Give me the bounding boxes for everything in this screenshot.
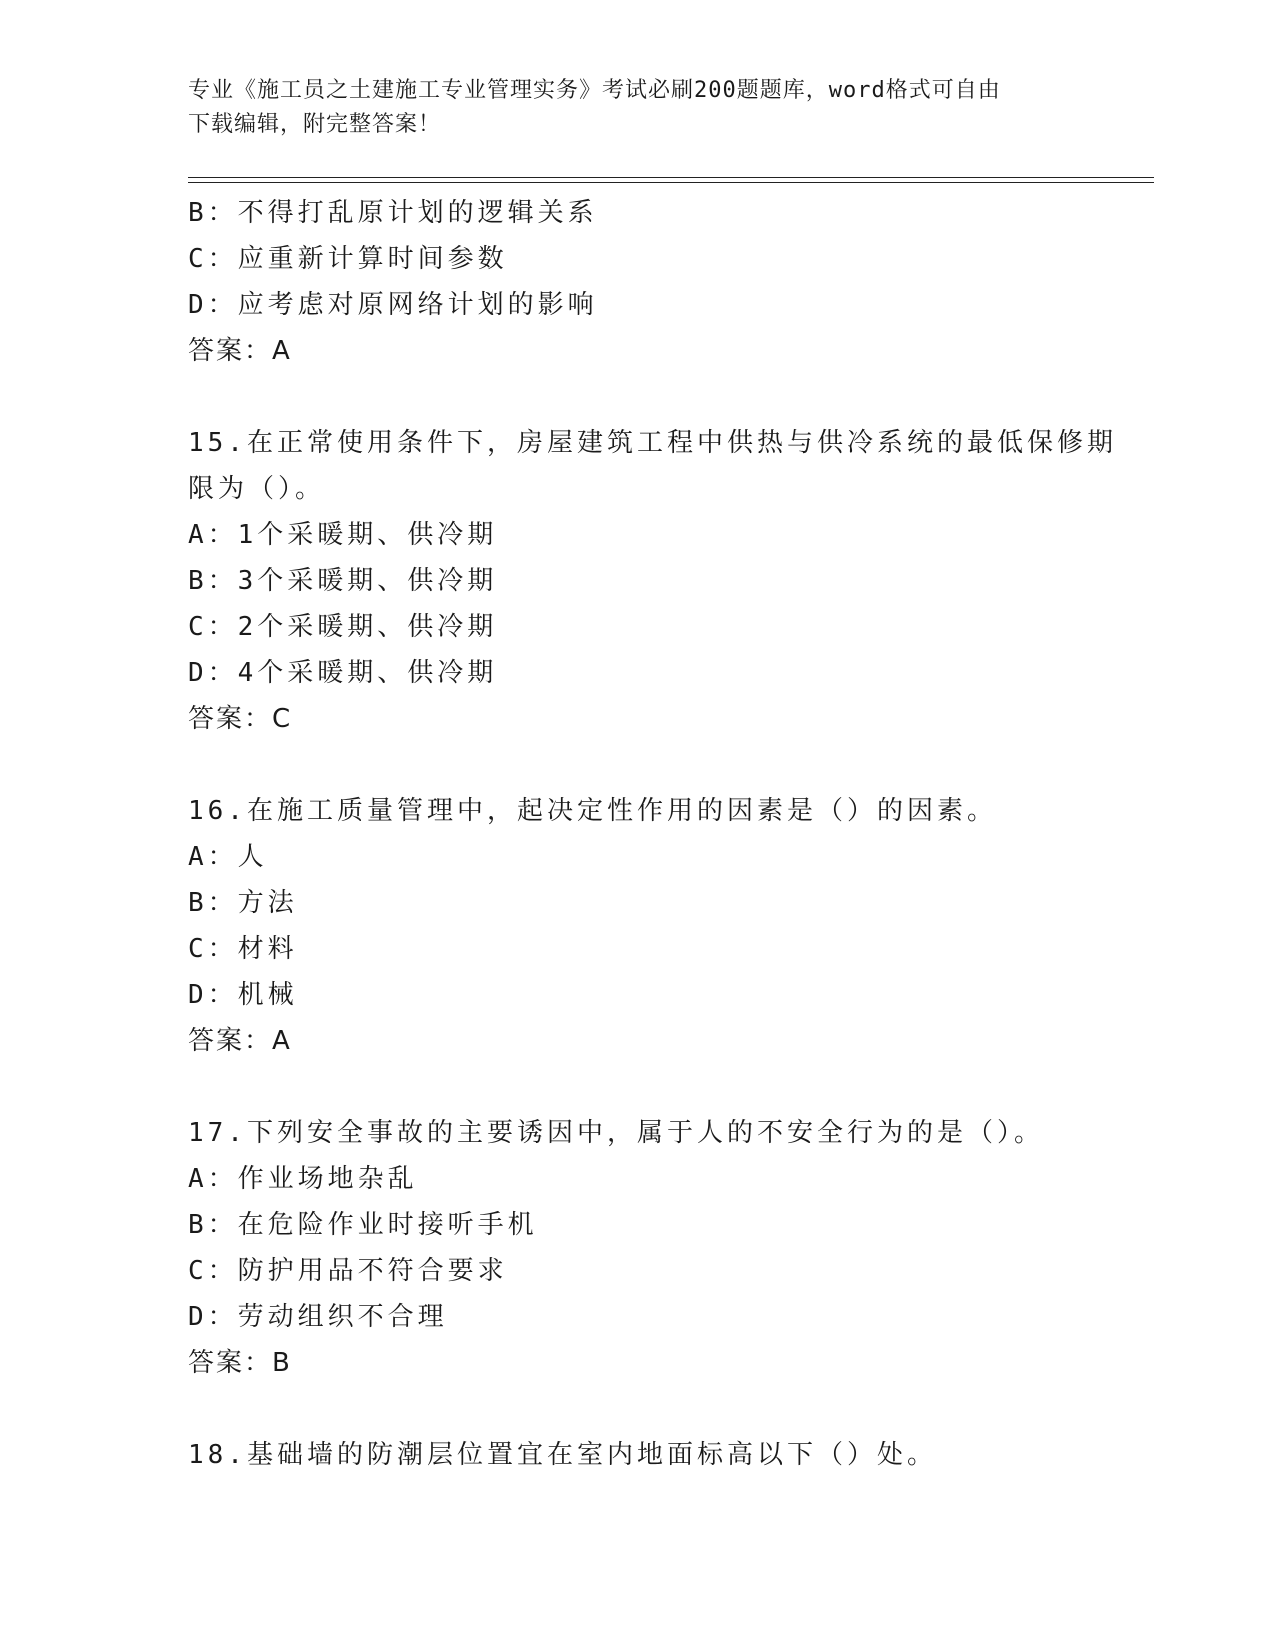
- header-rule-bottom: [188, 182, 1154, 183]
- spacer: [188, 1064, 1088, 1110]
- header-title-line-1: 专业《施工员之土建施工专业管理实务》考试必刷200题题库，word格式可自由: [188, 78, 1001, 103]
- question-14-block: [188, 190, 1088, 374]
- question-16-block: [188, 788, 1088, 1064]
- question-18-text: 18.基础墙的防潮层位置宜在室内地面标高以下（）处。: [188, 1440, 937, 1470]
- question-15-option-d: D：4个采暖期、供冷期: [188, 658, 498, 688]
- question-16-option-c: C：材料: [188, 934, 298, 964]
- question-15-answer: 答案：C: [188, 704, 293, 734]
- question-16-option-a: A：人: [188, 842, 268, 872]
- document-header: [188, 74, 1088, 142]
- question-16-answer: 答案：A: [188, 1026, 292, 1056]
- question-list: [188, 190, 1117, 1478]
- question-17-option-c: C：防护用品不符合要求: [188, 1256, 508, 1286]
- question-14-option-d: D：应考虑对原网络计划的影响: [188, 290, 598, 320]
- spacer: [188, 742, 1088, 788]
- header-title-line-2: 下载编辑，附完整答案！: [188, 112, 442, 137]
- question-15-block: [188, 420, 1117, 742]
- question-14-answer: 答案：A: [188, 336, 292, 366]
- question-15-option-c: C：2个采暖期、供冷期: [188, 612, 498, 642]
- question-15-text-line-2: 限为（）。: [188, 474, 326, 504]
- question-17-option-b: B：在危险作业时接听手机: [188, 1210, 538, 1240]
- header-rule-top: [188, 177, 1154, 178]
- spacer: [188, 374, 1088, 420]
- question-17-block: [188, 1110, 1088, 1386]
- question-17-option-d: D：劳动组织不合理: [188, 1302, 448, 1332]
- question-16-option-b: B：方法: [188, 888, 298, 918]
- question-17-answer: 答案：B: [188, 1348, 292, 1378]
- question-16-text: 16.在施工质量管理中，起决定性作用的因素是（）的因素。: [188, 796, 997, 826]
- question-14-option-c: C：应重新计算时间参数: [188, 244, 508, 274]
- question-16-option-d: D：机械: [188, 980, 298, 1010]
- question-15-text-line-1: 15.在正常使用条件下，房屋建筑工程中供热与供冷系统的最低保修期: [188, 428, 1117, 458]
- spacer: [188, 1386, 1088, 1432]
- question-14-option-b: B：不得打乱原计划的逻辑关系: [188, 198, 598, 228]
- question-17-option-a: A：作业场地杂乱: [188, 1164, 418, 1194]
- question-17-text: 17.下列安全事故的主要诱因中，属于人的不安全行为的是（）。: [188, 1118, 1044, 1148]
- question-18-block: [188, 1432, 1088, 1478]
- question-15-option-b: B：3个采暖期、供冷期: [188, 566, 498, 596]
- question-15-option-a: A：1个采暖期、供冷期: [188, 520, 498, 550]
